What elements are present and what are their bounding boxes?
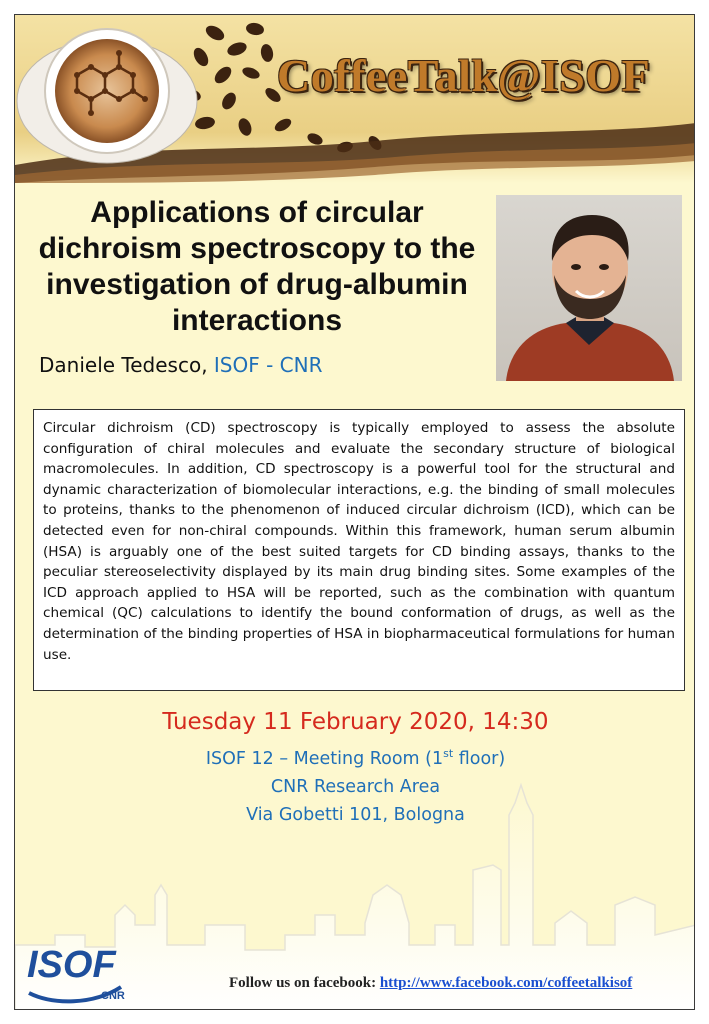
venue-room-suffix: floor) [453,749,506,769]
isof-cnr-logo [23,935,133,1005]
speaker-line [39,353,479,377]
facebook-link[interactable]: http://www.facebook.com/coffeetalkisof [379,975,633,991]
logo-main-text: ISOF [27,944,116,986]
venue-address: Via Gobetti 101, Bologna [246,805,465,825]
venue-room-prefix: ISOF 12 – Meeting Room (1 [205,749,444,769]
venue-room [15,749,695,769]
poster [14,14,695,1010]
venue-area: CNR Research Area [270,777,441,797]
speaker-affiliation: ISOF - CNR [213,353,323,377]
talk-title: Applications of circular dichroism spectroscopy to the investigation of drug-albumin interactions [38,196,476,337]
event-date-time: Tuesday 11 February 2020, 14:30 [162,709,549,735]
abstract-text: Circular dichroism (CD) spectroscopy is typically employed to assess the absolute configuration of chiral molecules and evaluate the secondary structure of biological macromolecules. In addition, CD spectroscopy is a powerful tool for the structural and dynamic characterization of biomolecular interactions, e.g. the binding of small molecules to proteins, thanks to the phenomenon of induced circular dichroism (ICD), which can be detected even for non-chiral compounds. Within this framework, human serum albumin (HSA) is arguably one of the best suited targets for CD binding assays, thanks to the peculiar stereoselectivity displayed by its main drug binding sites. Some examples of the ICD approach applied to HSA will be reported, such as the combination with quantum chemical (QC) calculations to identify the bound conformation of drugs, as well as the determination of the binding properties of HSA in biopharmaceutical formulations for human use. [43,420,675,663]
speaker-photo [496,195,682,381]
abstract-box [33,409,685,691]
speaker-portrait-icon [496,195,682,381]
logo-sub-text: CNR [101,990,125,1002]
venue-room-sup: st [443,747,454,761]
footer-follow-label: Follow us on facebook: [229,975,380,991]
speaker-name: Daniele Tedesco, [39,353,208,377]
header-banner [15,15,695,183]
brand-title: CoffeeTalk@ISOF [277,50,651,101]
footer-follow [229,975,689,992]
